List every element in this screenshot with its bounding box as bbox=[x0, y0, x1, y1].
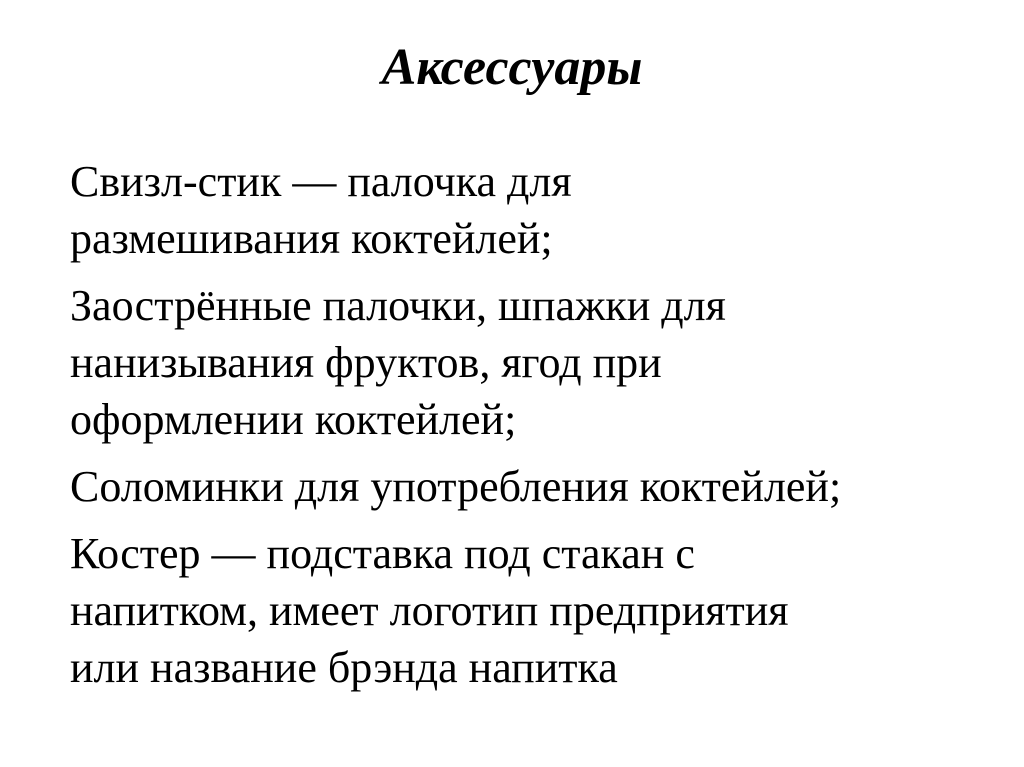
list-item-skewers bbox=[70, 277, 1000, 448]
list-item-line: или название брэнда напитка bbox=[70, 643, 618, 692]
list-item-line: оформлении коктейлей; bbox=[70, 395, 517, 444]
list-item-line: Заострённые палочки, шпажки для bbox=[70, 281, 726, 330]
list-item-line: Костер — подставка под стакан с bbox=[70, 529, 695, 578]
list-item-line: размешивания коктейлей; bbox=[70, 214, 553, 263]
list-item-line: Соломинки для употребления коктейлей; bbox=[70, 462, 842, 511]
slide-title: Аксессуары bbox=[381, 39, 643, 96]
list-item-swizzle-stick bbox=[70, 153, 1000, 267]
list-item-line: Свизл-стик — палочка для bbox=[70, 157, 572, 206]
list-item-straws bbox=[70, 458, 1000, 515]
list-item-coaster bbox=[70, 525, 1000, 696]
list-item-line: нанизывания фруктов, ягод при bbox=[70, 338, 662, 387]
list-item-line: напитком, имеет логотип предприятия bbox=[70, 586, 789, 635]
slide-content-list bbox=[70, 153, 1000, 706]
